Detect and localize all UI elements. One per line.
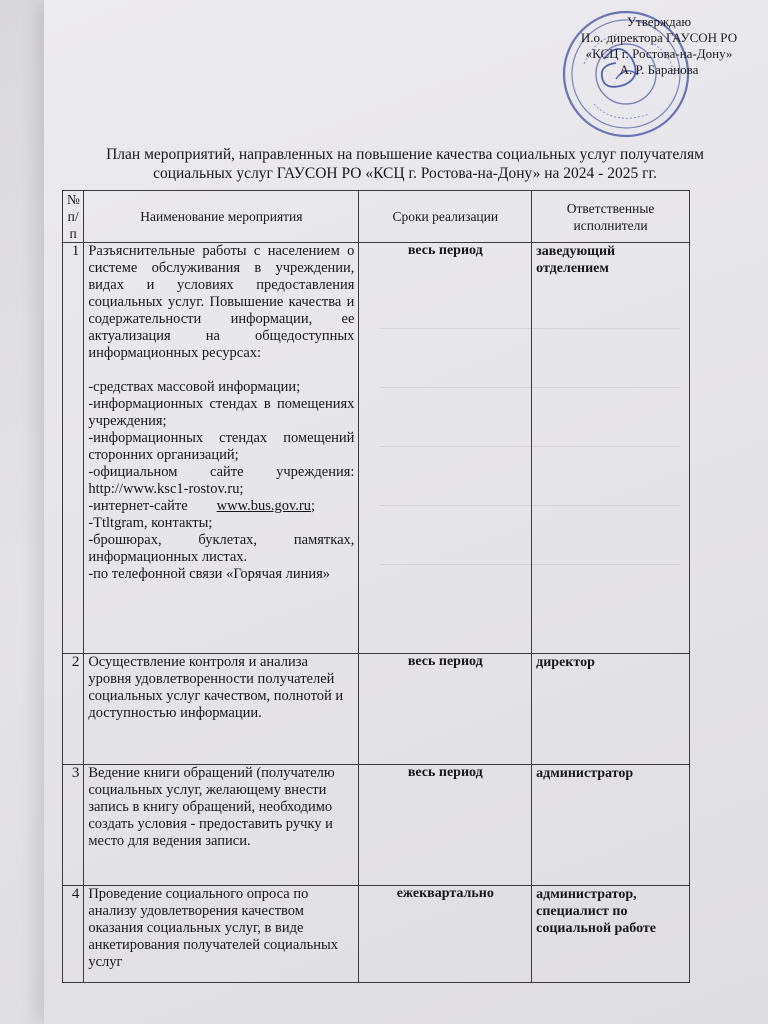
site-prefix: -интернет-сайте bbox=[88, 498, 188, 514]
activity-item-site bbox=[88, 498, 354, 515]
row-num: 4 bbox=[63, 886, 84, 983]
site-suffix: ; bbox=[311, 498, 316, 514]
table-header-row bbox=[63, 191, 690, 243]
activity-item: -Ttltgram, контакты; bbox=[88, 515, 213, 531]
bus-gov-link[interactable]: www.bus.gov.ru bbox=[216, 498, 312, 514]
activity-item: -официальном сайте учреждения: http://www.ksc1-rostov.ru; bbox=[88, 464, 355, 497]
activity-item: -средствах массовой информации; bbox=[88, 379, 301, 395]
header-resp: Ответственные исполнители bbox=[532, 191, 690, 243]
row-term: весь период bbox=[359, 243, 532, 654]
header-name: Наименование мероприятия bbox=[84, 191, 359, 243]
row-num: 1 bbox=[63, 243, 84, 654]
activity-item: -по телефонной связи «Горячая линия» bbox=[88, 566, 331, 582]
row-term: ежеквартально bbox=[359, 886, 532, 983]
row-activity: Проведение социального опроса по анализу удовлетворения качеством оказания социальных услуг, в виде анкетирования получателей социальных услуг bbox=[84, 886, 359, 983]
row-responsible: директор bbox=[532, 654, 690, 765]
approval-line-1: Утверждаю bbox=[626, 14, 692, 29]
approval-block bbox=[559, 14, 759, 78]
table-row bbox=[63, 654, 690, 765]
approval-line-4: А. Р. Баранова bbox=[619, 62, 699, 77]
row-term: весь период bbox=[359, 654, 532, 765]
activity-item: -информационных стендах помещений сторонних организаций; bbox=[88, 430, 355, 463]
activities-table bbox=[62, 190, 690, 983]
document-title bbox=[60, 145, 750, 183]
table-row bbox=[63, 243, 690, 654]
row-num: 3 bbox=[63, 765, 84, 886]
activity-intro: Разъяснительные работы с населением о системе обслуживания в учреждении, видах и условиях предоставления социальных услуг. Повышение качества и содержательности информации, ее актуализация на общедоступных информационных ресурсах: bbox=[88, 243, 355, 361]
row-responsible: администратор, специалист по социальной работе bbox=[532, 886, 690, 983]
activity-item: -брошюрах, буклетах, памятках, информационных листах. bbox=[88, 532, 355, 565]
table-row bbox=[63, 886, 690, 983]
approval-line-3: «КСЦ г. Ростова-на-Дону» bbox=[585, 46, 733, 61]
row-num: 2 bbox=[63, 654, 84, 765]
activity-item: -информационных стендах в помещениях учреждения; bbox=[88, 396, 355, 429]
header-num: № п/п bbox=[63, 191, 84, 243]
row-responsible: администратор bbox=[532, 765, 690, 886]
approval-line-2: И.о. директора ГАУСОН РО bbox=[580, 30, 738, 45]
header-term: Сроки реализации bbox=[359, 191, 532, 243]
table-row bbox=[63, 765, 690, 886]
row-activity: Осуществление контроля и анализа уровня удовлетворенности получателей социальных услуг качеством, полнотой и доступностью информации. bbox=[84, 654, 359, 765]
row-activity bbox=[84, 243, 359, 654]
row-responsible: заведующий отделением bbox=[532, 243, 690, 654]
title-line-1: План мероприятий, направленных на повышение качества социальных услуг получателям bbox=[106, 146, 704, 163]
row-term: весь период bbox=[359, 765, 532, 886]
row-activity: Ведение книги обращений (получателю социальных услуг, желающему внести запись в книгу обращений, необходимо создать условия - предоставить ручку и место для ведения записи. bbox=[84, 765, 359, 886]
title-line-2: социальных услуг ГАУСОН РО «КСЦ г. Ростова-на-Дону» на 2024 - 2025 гг. bbox=[153, 165, 657, 182]
